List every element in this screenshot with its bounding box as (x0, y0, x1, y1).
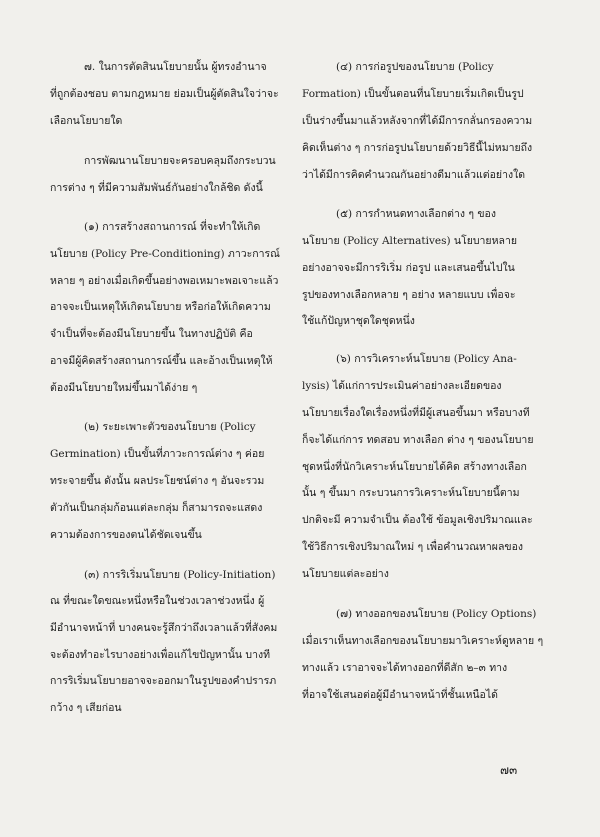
text-line: ปกติจะมี ความจำเป็น ต้องใช้ ข้อมูลเชิงปริมาณและ (302, 514, 533, 526)
text-line: นั้น ๆ ขึ้นมา กระบวนการวิเคราะห์นโยบายนี้ตาม (302, 487, 520, 499)
text-line: เมื่อเราเห็นทางเลือกของนโยบายมาวิเคราะห์ดูหลาย ๆ (302, 635, 544, 647)
text-line: ความต้องการของตนได้ชัดเจนขึ้น (50, 529, 202, 541)
text-line: นโยบาย (Policy Alternatives) นโยบายหลาย (302, 235, 517, 247)
text-line: หลาย ๆ อย่างเมื่อเกิดขึ้นอย่างพอเหมาะพอเจาะแล้ว (50, 275, 279, 287)
text-line: (๓) การริเริ่มนโยบาย (Policy-Initiation) (84, 569, 276, 581)
text-line: ที่ถูกต้องชอบ ตามกฎหมาย ย่อมเป็นผู้ตัดสินใจว่าจะ (50, 88, 279, 100)
text-line: การพัฒนานโยบายจะครอบคลุมถึงกระบวน (84, 155, 276, 167)
text-line: การต่าง ๆ ที่มีความสัมพันธ์กันอย่างใกล้ชิด ดังนี้ (50, 182, 263, 194)
text-line: มีอำนาจหน้าที่ บางคนจะรู้สึกว่าถึงเวลาแล้วที่สังคม (50, 622, 278, 634)
text-line: ตัวกันเป็นกลุ่มก้อนแต่ละกลุ่ม ก็สามารถจะแสดง (50, 502, 263, 514)
text-line: จะต้องทำอะไรบางอย่างเพื่อแก้ไขปัญหานั้น บางที (50, 649, 271, 661)
text-line: ต้องมีนโยบายใหม่ขึ้นมาได้ง่าย ๆ (50, 382, 198, 394)
text-line: กว้าง ๆ เสียก่อน (50, 702, 122, 714)
text-line: ชุดหนึ่งที่นักวิเคราะห์นโยบายได้คิด สร้างทางเลือก (302, 461, 527, 473)
text-line: ก็จะได้แก่การ ทดสอบ ทางเลือก ต่าง ๆ ของนโยบาย (302, 434, 534, 446)
text-line: ว่าได้มีการคิดคำนวณกันอย่างดีมาแล้วแต่อย่างใด (302, 169, 526, 181)
text-line: ๗. ในการตัดสินนโยบายนั้น ผู้ทรงอำนาจ (84, 61, 267, 73)
text-line: (๕) การกำหนดทางเลือกต่าง ๆ ของ (336, 208, 496, 220)
text-line: คิดเห็นต่าง ๆ การก่อรูปนโยบายด้วยวิธีนี้ไม่หมายถึง (302, 142, 533, 154)
text-line: การริเริ่มนโยบายอาจจะออกมาในรูปของคำปรารภ (50, 675, 277, 687)
text-line: Germination) เป็นขั้นที่ภาวะการณ์ต่าง ๆ ค่อย (50, 448, 265, 460)
text-line: อย่างอาจจะมีการริเริ่ม ก่อรูป และเสนอขึ้นไปใน (302, 262, 515, 274)
text-line: ณ ที่ขณะใดขณะหนึ่งหรือในช่วงเวลาช่วงหนึ่ง ผู้ (50, 595, 265, 607)
text-line: lysis) ได้แก่การประเมินค่าอย่างละเอียดของ (302, 380, 502, 392)
text-line: (๖) การวิเคราะห์นโยบาย (Policy Ana- (336, 353, 517, 365)
text-line: รูปของทางเลือกหลาย ๆ อย่าง หลายแบบ เพื่อจะ (302, 289, 516, 301)
text-line: (๒) ระยะเพาะตัวของนโยบาย (Policy (84, 421, 256, 433)
text-line: (๑) การสร้างสถานการณ์ ที่จะทำให้เกิด (84, 221, 261, 233)
text-line: Formation) เป็นขั้นตอนที่นโยบายเริ่มเกิดเป็นรูป (302, 88, 524, 100)
page-number: ๗๓ (500, 763, 518, 777)
text-line: (๗) ทางออกของนโยบาย (Policy Options) (336, 608, 537, 620)
text-line: ใช้วิธีการเชิงปริมาณใหม่ ๆ เพื่อคำนวณหาผลของ (302, 541, 524, 553)
text-line: (๔) การก่อรูปของนโยบาย (Policy (336, 61, 494, 73)
text-line: นโยบาย (Policy Pre-Conditioning) ภาวะการณ์ (50, 248, 280, 260)
text-line: นโยบายแต่ละอย่าง (302, 568, 389, 580)
text-line: ทระจายขึ้น ดังนั้น ผลประโยชน์ต่าง ๆ อันจะรวม (50, 475, 265, 487)
text-line: ใช้แก้ปัญหาชุดใดชุดหนึ่ง (302, 315, 415, 327)
text-line: เลือกนโยบายใด (50, 115, 123, 127)
text-line: อาจจะเป็นเหตุให้เกิดนโยบาย หรือก่อให้เกิดความ (50, 301, 271, 313)
text-line: จำเป็นที่จะต้องมีนโยบายขึ้น ในทางปฏิบัติ คือ (50, 328, 253, 340)
text-line: ทางแล้ว เราอาจจะได้ทางออกที่ดีสัก ๒–๓ ทาง (302, 662, 508, 674)
text-line: อาจมีผู้คิดสร้างสถานการณ์ขึ้น และอ้างเป็นเหตุให้ (50, 355, 273, 367)
text-line: ที่อาจใช้เสนอต่อผู้มีอำนาจหน้าที่ชั้นเหนือได้ (302, 689, 498, 701)
text-line: นโยบายเรื่องใดเรื่องหนึ่งที่มีผู้เสนอขึ้นมา หรือบางที (302, 407, 530, 419)
text-line: เป็นร่างขึ้นมาแล้วหลังจากที่ได้มีการกลั่นกรองความ (302, 115, 533, 127)
